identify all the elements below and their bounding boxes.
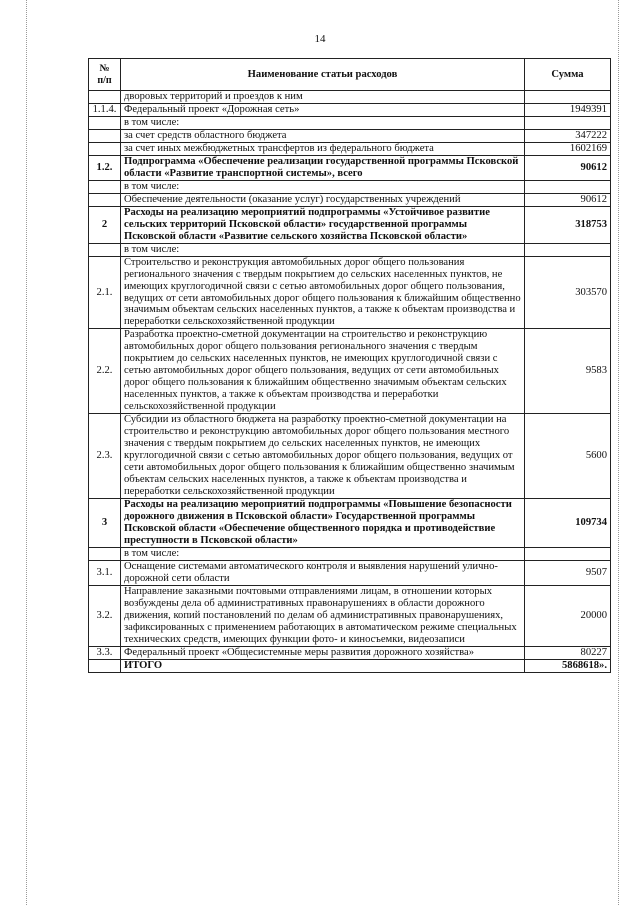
row-number xyxy=(89,193,121,206)
row-number: 3 xyxy=(89,498,121,547)
table-row xyxy=(89,91,611,104)
row-name: Разработка проектно-сметной документации на строительство и реконструкцию автомобильных дорог общего пользования регионального значения с твердым покрытием до сельских населенных пунктов, не имеющих круглогодичной связи с сетью автомобильных дорог общего пользования, ведущих от сети автомобильных дорог общего пользования к ближайшим общественно значимым объектам сельских населенных пунктов, а также к объектам производства и переработки сельскохозяйственной продукции xyxy=(121,329,525,414)
row-number: 1.2. xyxy=(89,155,121,180)
row-name: Расходы на реализацию мероприятий подпрограммы «Повышение безопасности дорожного движения в Псковской области» Государственной программы Псковской области «Обеспечение общественного порядка и противодействие преступности в Псковской области» xyxy=(121,498,525,547)
row-name: в том числе: xyxy=(121,243,525,256)
row-sum: 5600 xyxy=(525,414,611,499)
row-sum: 303570 xyxy=(525,256,611,329)
row-number xyxy=(89,659,121,672)
table-row xyxy=(89,256,611,329)
table-row xyxy=(89,659,611,672)
row-name: в том числе: xyxy=(121,547,525,560)
row-name: ИТОГО xyxy=(121,659,525,672)
row-number: 3.1. xyxy=(89,560,121,585)
row-name: в том числе: xyxy=(121,180,525,193)
row-number: 2.2. xyxy=(89,329,121,414)
row-number xyxy=(89,116,121,129)
table-row xyxy=(89,129,611,142)
row-sum: 80227 xyxy=(525,646,611,659)
row-sum xyxy=(525,547,611,560)
row-sum: 90612 xyxy=(525,193,611,206)
row-sum: 5868618». xyxy=(525,659,611,672)
row-name: Федеральный проект «Дорожная сеть» xyxy=(121,103,525,116)
budget-table xyxy=(88,58,611,673)
page-number: 14 xyxy=(314,33,326,45)
table-header-row xyxy=(89,59,611,91)
row-number: 2 xyxy=(89,206,121,243)
row-name: Расходы на реализацию мероприятий подпрограммы «Устойчивое развитие сельских территорий Псковской области» государственной программы Псковской области «Развитие сельского хозяйства Псковской области» xyxy=(121,206,525,243)
row-name: Обеспечение деятельности (оказание услуг) государственных учреждений xyxy=(121,193,525,206)
header-sum: Сумма xyxy=(525,59,611,91)
row-number xyxy=(89,547,121,560)
table-row xyxy=(89,142,611,155)
row-name: дворовых территорий и проездов к ним xyxy=(121,91,525,104)
row-sum xyxy=(525,116,611,129)
row-name: Строительство и реконструкция автомобильных дорог общего пользования регионального значения с твердым покрытием до сельских населенных пунктов, не имеющих круглогодичной связи с сетью автомобильных дорог общего пользования, ведущих от сети автомобильных дорог общего пользования к ближайшим общественно значимым объектам сельских населенных пунктов, а также к объектам производства и переработки сельскохозяйственной продукции xyxy=(121,256,525,329)
row-number xyxy=(89,91,121,104)
row-name: в том числе: xyxy=(121,116,525,129)
row-sum: 109734 xyxy=(525,498,611,547)
row-name: Субсидии из областного бюджета на разработку проектно-сметной документации на строительство и реконструкцию автомобильных дорог общего пользования местного значения с твердым покрытием до сельских населенных пунктов, не имеющих круглогодичной связи с сетью автомобильных дорог общего пользования, ведущих от сети автомобильных дорог общего пользования к ближайшим общественно значимым объектам сельских населенных пунктов, а также к объектам производства и переработки сельскохозяйственной продукции xyxy=(121,414,525,499)
row-sum xyxy=(525,91,611,104)
row-name: Федеральный проект «Общесистемные меры развития дорожного хозяйства» xyxy=(121,646,525,659)
row-sum: 90612 xyxy=(525,155,611,180)
header-num: № п/п xyxy=(89,59,121,91)
row-sum: 347222 xyxy=(525,129,611,142)
table-row xyxy=(89,243,611,256)
table-row xyxy=(89,414,611,499)
row-name: за счет иных межбюджетных трансфертов из федерального бюджета xyxy=(121,142,525,155)
row-sum: 1949391 xyxy=(525,103,611,116)
row-number: 1.1.4. xyxy=(89,103,121,116)
row-sum xyxy=(525,180,611,193)
row-number: 3.3. xyxy=(89,646,121,659)
row-number: 2.3. xyxy=(89,414,121,499)
row-name: за счет средств областного бюджета xyxy=(121,129,525,142)
row-sum: 9583 xyxy=(525,329,611,414)
table-row xyxy=(89,193,611,206)
row-name: Направление заказными почтовыми отправлениями лицам, в отношении которых возбуждены дела об административных правонарушениях в области дорожного движения, копий постановлений по делам об административных правонарушениях, зафиксированных с применением работающих в автоматическом режиме специальных технических средств, имеющих функции фото- и киносъемки, видеозаписи xyxy=(121,585,525,646)
row-sum: 9507 xyxy=(525,560,611,585)
table-row xyxy=(89,329,611,414)
table-row xyxy=(89,155,611,180)
table-row xyxy=(89,547,611,560)
table-row xyxy=(89,560,611,585)
table-row xyxy=(89,206,611,243)
row-number xyxy=(89,142,121,155)
row-sum xyxy=(525,243,611,256)
table-row xyxy=(89,180,611,193)
table-row xyxy=(89,103,611,116)
row-number: 2.1. xyxy=(89,256,121,329)
row-number xyxy=(89,129,121,142)
row-number xyxy=(89,243,121,256)
scan-edge-right xyxy=(618,0,619,905)
row-name: Подпрограмма «Обеспечение реализации государственной программы Псковской области «Развитие транспортной системы», всего xyxy=(121,155,525,180)
table-row xyxy=(89,646,611,659)
row-sum: 1602169 xyxy=(525,142,611,155)
row-number xyxy=(89,180,121,193)
header-name: Наименование статьи расходов xyxy=(121,59,525,91)
scan-edge-left xyxy=(26,0,27,905)
table-row xyxy=(89,498,611,547)
row-sum: 318753 xyxy=(525,206,611,243)
row-number: 3.2. xyxy=(89,585,121,646)
row-name: Оснащение системами автоматического контроля и выявления нарушений улично-дорожной сети области xyxy=(121,560,525,585)
table-row xyxy=(89,585,611,646)
row-sum: 20000 xyxy=(525,585,611,646)
table-row xyxy=(89,116,611,129)
